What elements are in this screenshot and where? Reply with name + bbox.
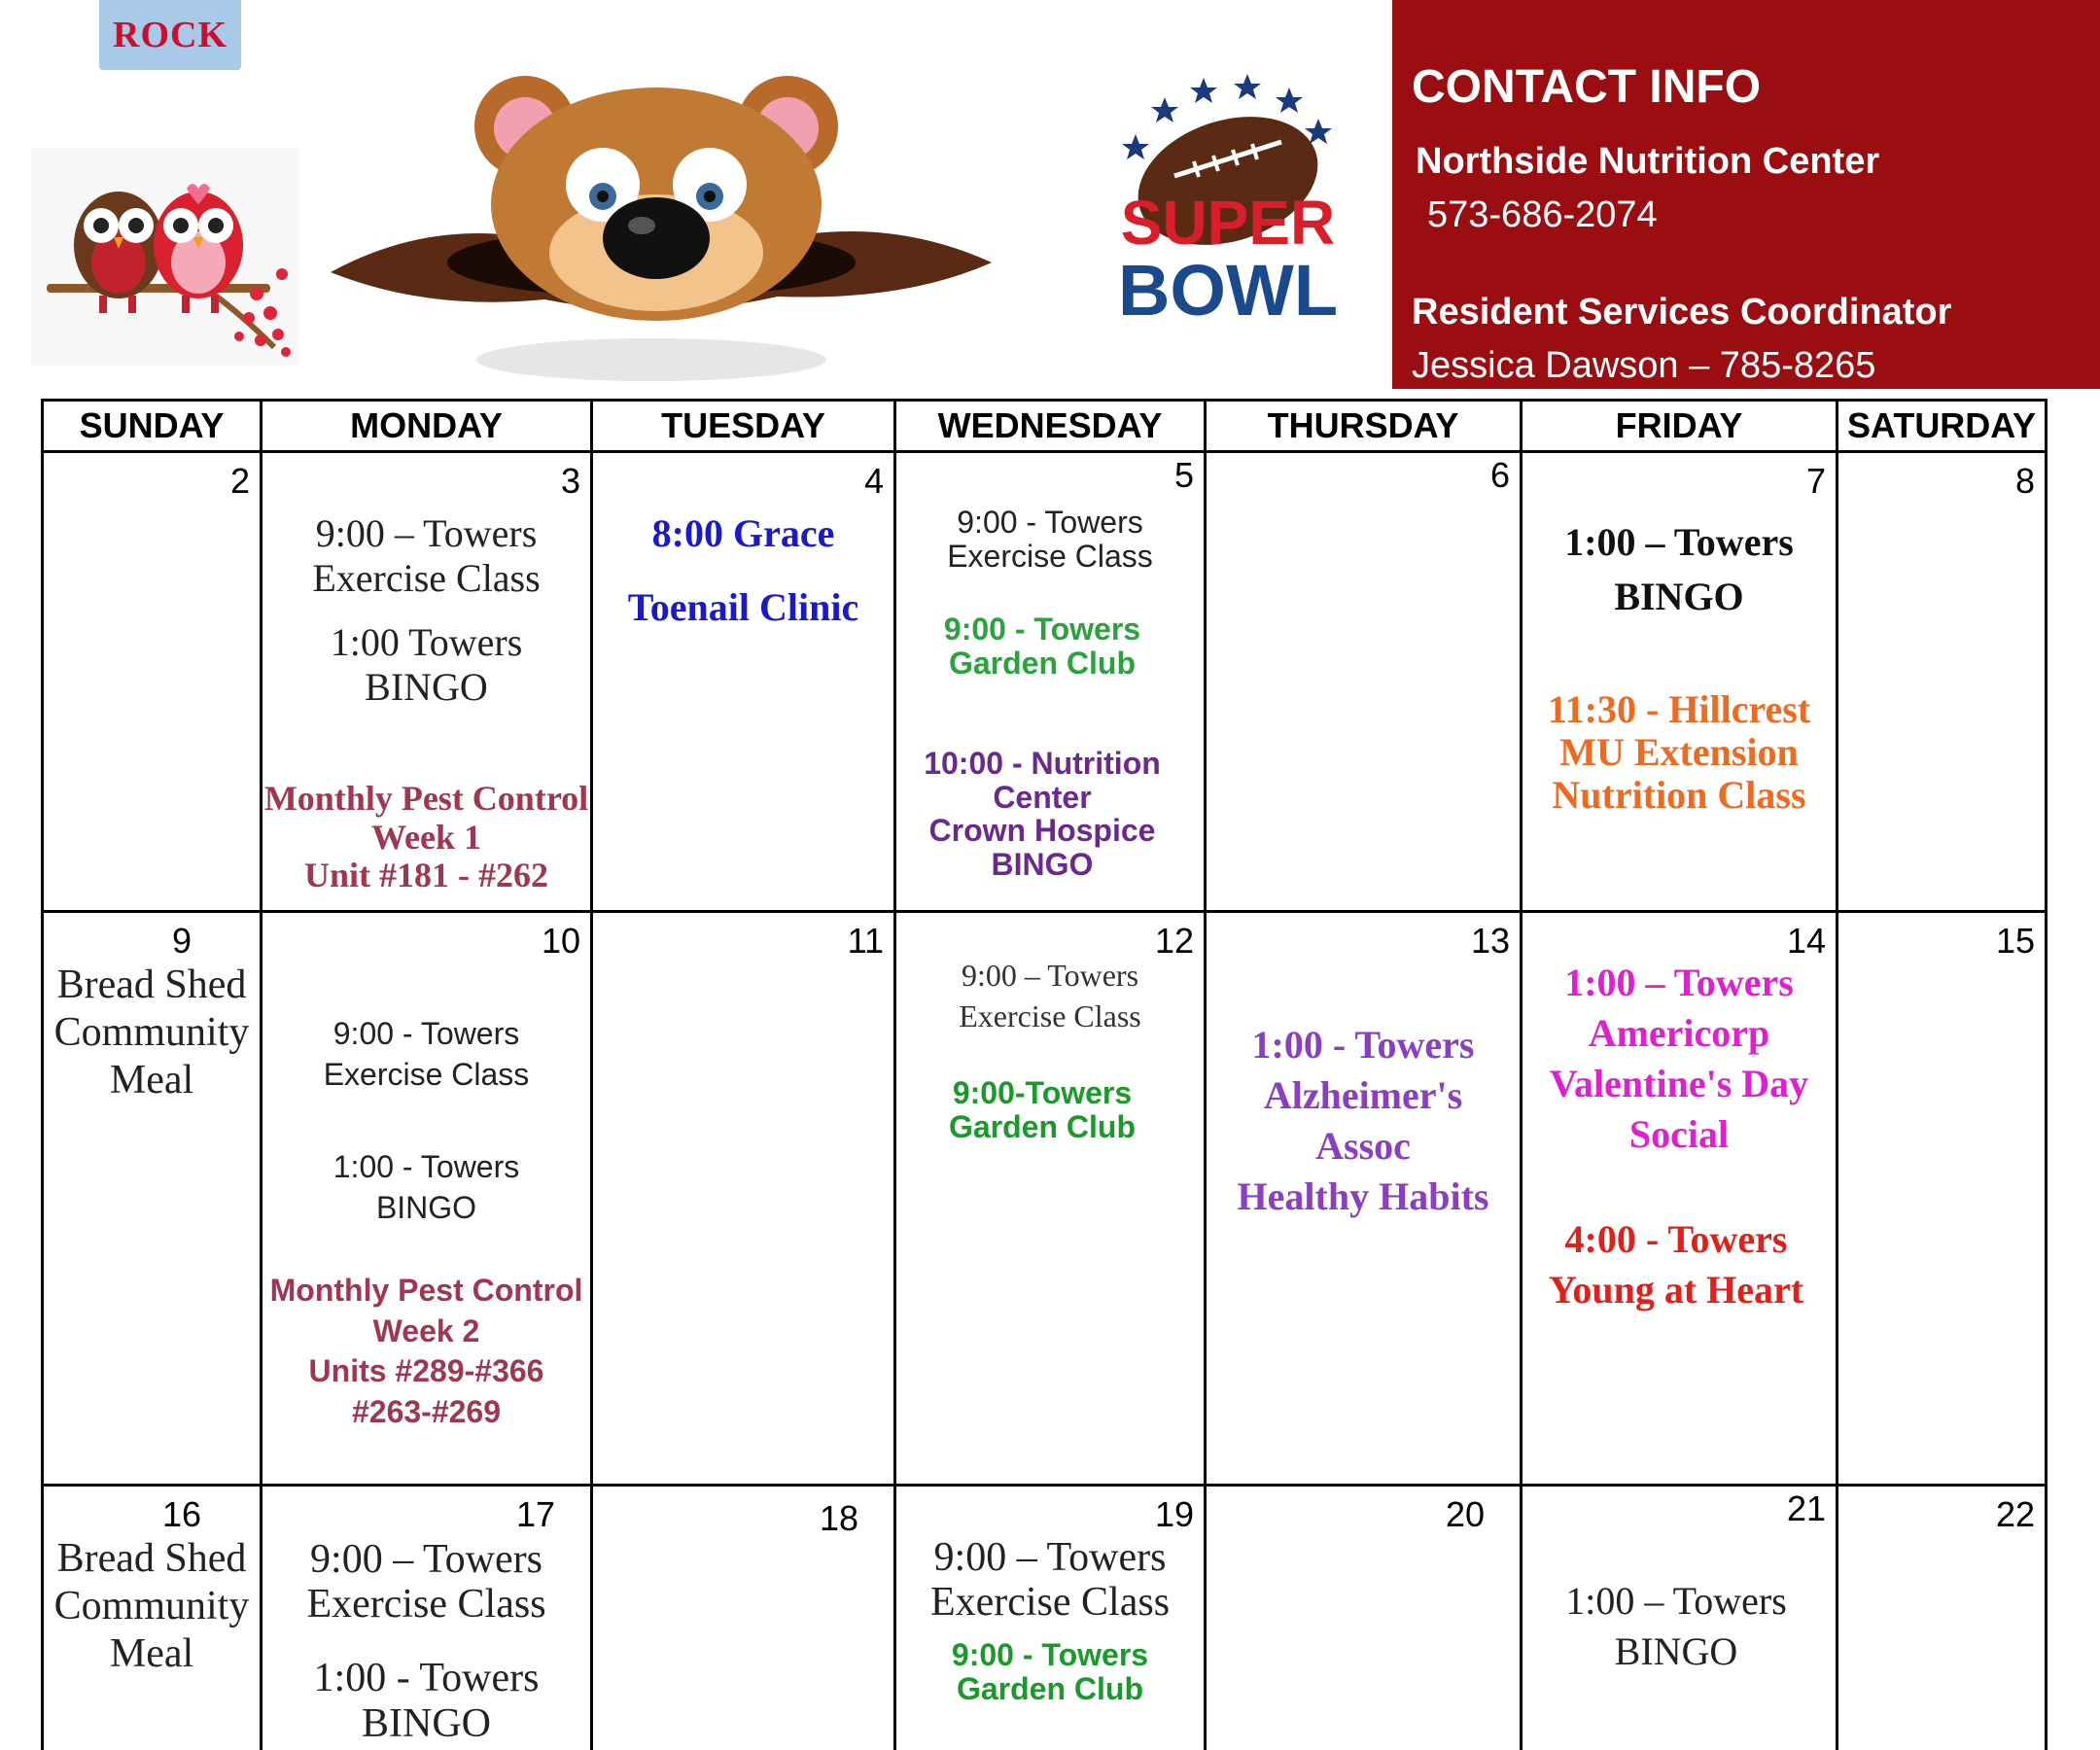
calendar-day-cell (593, 1487, 893, 1750)
super-bowl-logo (1116, 64, 1340, 336)
rock-logo (99, 0, 241, 70)
super-text: SUPER (1120, 188, 1336, 258)
event-line: Assoc (1315, 1124, 1411, 1168)
event-line: BINGO (1614, 1629, 1738, 1673)
grid-line (2045, 399, 2048, 1750)
calendar-day-cell (896, 1487, 1204, 1750)
calendar-day-cell (1207, 453, 1520, 910)
date-number: 4 (863, 461, 884, 501)
event-line: Alzheimer's (1263, 1073, 1463, 1117)
event-line: 4:00 - Towers (1564, 1217, 1788, 1261)
event-line: 9:00 – Towers (315, 511, 538, 555)
day-header-wednesday: WEDNESDAY (937, 405, 1163, 445)
day-header-tuesday: TUESDAY (661, 405, 825, 445)
event-line: BINGO (365, 665, 488, 709)
event-line: 1:00 Towers (330, 620, 523, 664)
event-line: Social (1628, 1112, 1730, 1156)
event-line: MU Extension (1559, 730, 1799, 774)
event-line: 9:00 - Towers (957, 505, 1143, 540)
event-toenail-clinic (593, 511, 893, 630)
date-number: 12 (1154, 921, 1194, 961)
event-line: 9:00 - Towers (951, 1637, 1149, 1672)
calendar-day-cell (1522, 1487, 1836, 1750)
date-number: 9 (171, 921, 192, 961)
event-line: 9:00 - Towers (943, 612, 1141, 647)
event-line: Garden Club (956, 1671, 1143, 1707)
day-header-sunday: SUNDAY (79, 405, 225, 445)
date-number: 7 (1805, 461, 1826, 501)
event-line: Young at Heart (1548, 1268, 1804, 1312)
event-line: 9:00 – Towers (933, 1535, 1167, 1580)
calendar-day-cell (1838, 913, 2045, 1484)
event-nutrition-center (896, 747, 1188, 881)
event-line: BINGO (991, 846, 1094, 882)
calendar-day-cell (44, 1487, 260, 1750)
calendar-day-cell (896, 913, 1204, 1484)
event-line: 8:00 Grace (651, 511, 835, 555)
calendar-day-cell (593, 913, 893, 1484)
event-line: Community (53, 1584, 250, 1629)
event-line: 9:00-Towers (952, 1075, 1133, 1110)
event-line: Monthly Pest Control (269, 1273, 583, 1308)
date-number: 6 (1489, 455, 1510, 495)
event-line: Valentine's Day (1549, 1062, 1809, 1105)
event-exercise-class (896, 956, 1204, 1036)
day-header-friday: FRIDAY (1615, 405, 1743, 445)
event-exercise-class (262, 511, 590, 710)
day-header-saturday: SATURDAY (1846, 405, 2037, 445)
contact-role: Resident Services Coordinator (1412, 292, 1952, 332)
event-line: Exercise Class (323, 1056, 530, 1092)
date-number: 2 (229, 461, 250, 501)
event-line: Nutrition Class (1552, 773, 1806, 817)
calendar-day-cell (44, 453, 260, 910)
date-number: 15 (1995, 921, 2035, 961)
event-line: BINGO (362, 1700, 491, 1746)
event-line: 1:00 – Towers (1564, 961, 1794, 1004)
event-exercise-class (262, 1537, 590, 1746)
event-line: #263-#269 (351, 1393, 502, 1429)
event-bingo (1522, 515, 1836, 624)
day-header-monday: MONDAY (350, 405, 503, 445)
event-line: Community (53, 1010, 250, 1056)
date-number: 13 (1470, 921, 1510, 961)
day-header-thursday: THURSDAY (1267, 405, 1459, 445)
event-line: Week 2 (372, 1312, 480, 1348)
event-line: Meal (109, 1058, 194, 1103)
contact-organization: Northside Nutrition Center (1416, 141, 1880, 182)
event-line: 1:00 - Towers (313, 1656, 540, 1701)
event-alzheimers-healthy-habits (1207, 1020, 1520, 1222)
event-valentines-social (1522, 958, 1836, 1160)
event-young-at-heart (1522, 1214, 1830, 1315)
date-number: 22 (1995, 1494, 2035, 1534)
event-line: 1:00 – Towers (1565, 1579, 1787, 1623)
date-number: 20 (1445, 1494, 1485, 1534)
calendar-day-cell (896, 453, 1204, 910)
date-number: 10 (541, 921, 580, 961)
event-pest-control (262, 780, 590, 895)
event-line: Americorp (1588, 1011, 1770, 1055)
event-line: Center (993, 779, 1092, 815)
event-garden-club (896, 1638, 1204, 1706)
event-line: 1:00 – Towers (1564, 520, 1794, 564)
contact-person: Jessica Dawson – 785-8265 (1412, 345, 1876, 386)
calendar-day-cell (262, 913, 590, 1484)
event-garden-club (896, 1076, 1188, 1144)
event-line: Toenail Clinic (627, 585, 859, 629)
event-line: 9:00 - Towers (332, 1016, 520, 1051)
calendar-day-cell (593, 453, 893, 910)
owls-icon (31, 148, 299, 366)
event-line: Bread Shed (56, 1536, 247, 1581)
event-line: 1:00 - Towers (332, 1149, 520, 1185)
event-line: Garden Club (948, 1109, 1136, 1145)
event-line: 11:30 - Hillcrest (1547, 687, 1811, 731)
event-line: BINGO (375, 1189, 477, 1225)
date-number: 8 (2014, 461, 2035, 501)
rock-logo-text: ROCK (113, 15, 228, 55)
date-number: 17 (515, 1494, 555, 1534)
event-line: Crown Hospice (928, 813, 1156, 849)
date-number: 19 (1154, 1494, 1194, 1534)
event-line: Units #289-#366 (308, 1353, 544, 1389)
event-pest-control (262, 1271, 590, 1432)
calendar-day-cell (262, 453, 590, 910)
bowl-text: BOWL (1117, 250, 1339, 331)
contact-info-panel (1392, 0, 2100, 389)
calendar-day-cell (262, 1487, 590, 1750)
calendar-day-cell (1522, 453, 1836, 910)
event-bread-shed-meal (44, 962, 260, 1104)
calendar-day-cell (1207, 913, 1520, 1484)
event-line: Week 1 (371, 817, 481, 857)
date-number: 14 (1786, 921, 1826, 961)
calendar-day-cell (1522, 913, 1836, 1484)
event-line: BINGO (1614, 575, 1744, 618)
groundhog-icon (321, 68, 1001, 389)
event-line: 1:00 - Towers (1251, 1023, 1475, 1067)
event-garden-club (896, 612, 1188, 680)
event-line: Monthly Pest Control (263, 779, 589, 818)
event-exercise-class (896, 506, 1204, 573)
event-exercise-class (262, 1014, 590, 1228)
event-line: Garden Club (948, 645, 1136, 681)
date-number: 21 (1786, 1488, 1826, 1528)
calendar-day-cell (1838, 453, 2045, 910)
calendar-day-cell (1838, 1487, 2045, 1750)
event-bread-shed-meal (44, 1535, 260, 1678)
event-hillcrest-nutrition-class (1522, 688, 1836, 817)
event-line: Meal (109, 1631, 194, 1677)
event-line: Exercise Class (306, 1582, 546, 1628)
event-exercise-class (896, 1535, 1204, 1625)
event-line: Unit #181 - #262 (304, 856, 548, 895)
calendar-day-cell (44, 913, 260, 1484)
event-line: Exercise Class (312, 556, 541, 600)
date-number: 18 (819, 1498, 858, 1538)
event-line: Exercise Class (959, 998, 1141, 1033)
calendar-day-cell (1207, 1487, 1520, 1750)
contact-organization-phone: 573-686-2074 (1427, 194, 1658, 235)
event-line: 9:00 – Towers (961, 958, 1139, 993)
event-line: Healthy Habits (1237, 1174, 1489, 1218)
event-line: 10:00 - Nutrition (924, 746, 1161, 781)
owls-valentine-image (31, 148, 299, 366)
date-number: 11 (847, 921, 884, 961)
date-number: 5 (1173, 455, 1194, 495)
event-line: Bread Shed (56, 962, 247, 1007)
date-number: 3 (560, 461, 580, 501)
football-icon (1116, 64, 1340, 336)
groundhog-image (321, 68, 1001, 389)
event-line: Exercise Class (947, 538, 1153, 574)
date-number: 16 (161, 1494, 201, 1534)
event-line: 9:00 – Towers (310, 1537, 542, 1582)
event-bingo (1522, 1576, 1830, 1677)
event-line: Exercise Class (929, 1580, 1171, 1626)
contact-title: CONTACT INFO (1412, 61, 1762, 113)
